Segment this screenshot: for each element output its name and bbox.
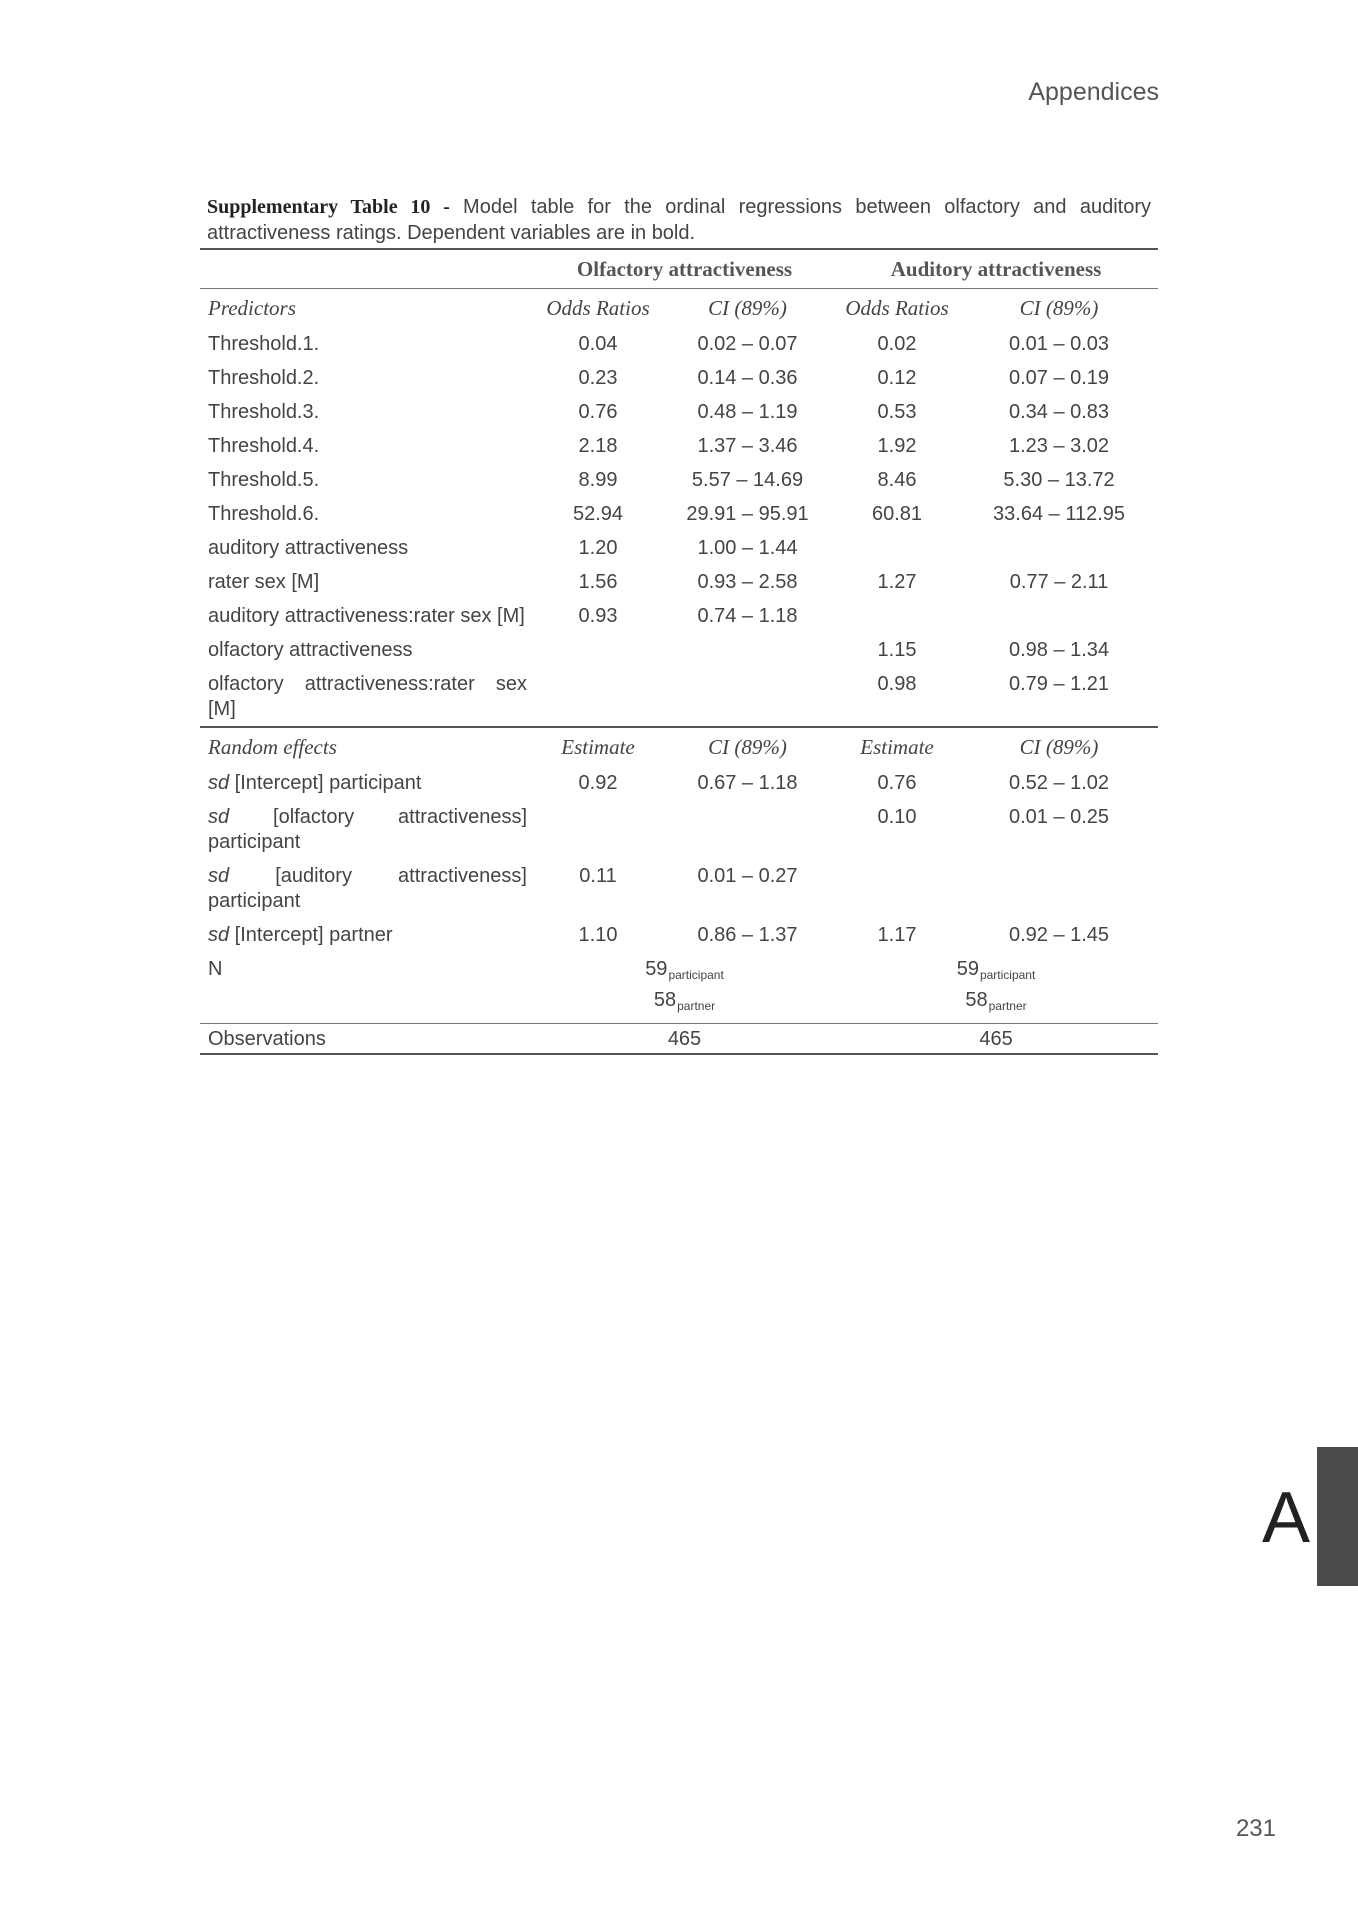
fixed-cell-3: 0.53: [877, 401, 917, 423]
fixed-cell-4: 0.98 – 1.34: [1008, 639, 1110, 661]
header-ci-olf: CI (89%): [661, 289, 834, 328]
sd-prefix: sd: [208, 865, 230, 887]
n-olf-participant-sub: participant: [668, 968, 724, 982]
header-ci-aud: CI (89%): [960, 289, 1158, 328]
fixed-cell-3: 1.92: [877, 435, 917, 457]
fixed-row-label: Threshold.5.: [208, 469, 320, 491]
fixed-cell-2: [661, 667, 834, 727]
random-cell-1: 0.11: [579, 865, 617, 887]
random-row-label: [200, 918, 535, 952]
n-aud-participant-sub: participant: [979, 968, 1036, 982]
fixed-cell-3: 0.02: [877, 333, 917, 355]
fixed-effects-body: [200, 327, 1158, 727]
fixed-cell-1: 8.99: [578, 469, 618, 491]
fixed-cell-2: [661, 633, 834, 667]
fixed-cell-4: [960, 599, 1158, 633]
fixed-cell-2: 0.14 – 0.36: [697, 367, 798, 389]
random-cell-3: 0.76: [877, 772, 917, 794]
fixed-row-label: auditory attractiveness:rater sex [M]: [208, 605, 525, 627]
random-cell-2: 0.86 – 1.37: [697, 924, 798, 946]
fixed-cell-4: 0.01 – 0.03: [1008, 333, 1110, 355]
fixed-row: [200, 327, 1158, 361]
fixed-cell-1: 0.23: [578, 367, 618, 389]
observations-olf: 465: [535, 1024, 834, 1055]
random-cell-1: 0.92: [578, 772, 618, 794]
fixed-cell-3: 1.27: [877, 571, 917, 593]
random-row: [200, 766, 1158, 800]
group-auditory: Auditory attractiveness: [890, 256, 1102, 281]
random-row: [200, 859, 1158, 918]
fixed-cell-1: [535, 633, 661, 667]
fixed-cell-2: 0.74 – 1.18: [697, 605, 798, 627]
fixed-cell-3: 8.46: [877, 469, 917, 491]
fixed-cell-4: 0.34 – 0.83: [1008, 401, 1110, 423]
random-cell-2: [661, 800, 834, 859]
fixed-cell-4: 1.23 – 3.02: [1008, 435, 1110, 457]
observations-aud: 465: [834, 1024, 1158, 1055]
fixed-cell-1: 0.04: [578, 333, 618, 355]
n-auditory: [834, 952, 1158, 1024]
n-aud-partner-sub: partner: [988, 999, 1027, 1013]
fixed-cell-2: 0.02 – 0.07: [697, 333, 798, 355]
sd-prefix: sd: [208, 772, 230, 794]
fixed-cell-4: [960, 531, 1158, 565]
appendix-tab-letter: A: [1262, 1478, 1311, 1558]
fixed-cell-1: 0.93: [578, 605, 618, 627]
observations-label: Observations: [200, 1024, 535, 1055]
random-cell-2: 0.67 – 1.18: [697, 772, 798, 794]
random-effect-term: [olfactory attractiveness] participant: [208, 806, 527, 853]
random-row: [200, 918, 1158, 952]
fixed-row: [200, 565, 1158, 599]
observations-row: [200, 1024, 1158, 1055]
fixed-cell-3: 0.12: [877, 367, 917, 389]
group-spacer: [200, 249, 535, 289]
fixed-cell-2: 1.00 – 1.44: [697, 537, 798, 559]
random-row-label: [200, 800, 535, 859]
page-number: 231: [1235, 1815, 1276, 1842]
fixed-row-label: olfactory attractiveness: [208, 639, 413, 661]
random-cell-4: 0.92 – 1.45: [1008, 924, 1110, 946]
header-ci-random-olf: CI (89%): [661, 727, 834, 766]
random-cell-4: 0.52 – 1.02: [1008, 772, 1110, 794]
n-olf-partner-sub: partner: [677, 999, 716, 1013]
fixed-cell-3: 0.98: [877, 673, 917, 695]
fixed-cell-1: 1.56: [578, 571, 618, 593]
fixed-cell-1: 0.76: [578, 401, 618, 423]
fixed-row: [200, 633, 1158, 667]
fixed-cell-2: 1.37 – 3.46: [697, 435, 798, 457]
model-table: [200, 248, 1158, 1055]
fixed-cell-4: 5.30 – 13.72: [1003, 469, 1115, 491]
random-effect-term: [auditory attractiveness] participant: [208, 865, 527, 912]
random-cell-2: 0.01 – 0.27: [697, 865, 798, 887]
random-cell-3: 1.17: [877, 924, 917, 946]
appendix-tab-marker: [1317, 1447, 1358, 1586]
random-cell-4: [960, 859, 1158, 918]
n-olf-participant: 59: [645, 958, 668, 980]
fixed-cell-2: 0.93 – 2.58: [697, 571, 798, 593]
fixed-row-label: Threshold.1.: [208, 333, 320, 355]
random-cell-1: 1.10: [578, 924, 618, 946]
header-odds-ratios-olf: Odds Ratios: [535, 289, 661, 328]
fixed-cell-3: [834, 531, 960, 565]
fixed-cell-1: 2.18: [578, 435, 618, 457]
fixed-row: [200, 463, 1158, 497]
fixed-cell-2: 29.91 – 95.91: [686, 503, 809, 525]
fixed-row-label: Threshold.3.: [208, 401, 320, 423]
random-cell-3: 0.10: [877, 806, 917, 828]
header-random-effects: Random effects: [200, 727, 535, 766]
random-effect-term: [Intercept] participant: [229, 772, 422, 794]
fixed-row-label: auditory attractiveness: [208, 537, 409, 559]
fixed-row: [200, 395, 1158, 429]
fixed-row: [200, 497, 1158, 531]
group-olfactory: Olfactory attractiveness: [576, 256, 793, 281]
n-aud-participant: 59: [956, 958, 979, 980]
fixed-cell-2: 5.57 – 14.69: [691, 469, 804, 491]
running-head: Appendices: [1028, 78, 1159, 106]
fixed-cell-1: 1.20: [578, 537, 618, 559]
fixed-row-label: rater sex [M]: [208, 571, 320, 593]
n-label: N: [208, 958, 223, 980]
fixed-cell-4: 0.07 – 0.19: [1008, 367, 1110, 389]
caption-text: Model table for the ordinal regressions between olfactory and auditory attractiveness ratings. Dependent variables are in bold.: [207, 196, 1151, 244]
fixed-cell-4: 0.77 – 2.11: [1009, 571, 1109, 593]
sd-prefix: sd: [208, 806, 230, 828]
fixed-row-label: olfactory attractiveness:rater sex [M]: [208, 673, 527, 720]
fixed-row: [200, 531, 1158, 565]
fixed-cell-4: 0.79 – 1.21: [1008, 673, 1110, 695]
n-olfactory: [535, 952, 834, 1024]
header-estimate-olf: Estimate: [535, 727, 661, 766]
fixed-cell-1: [535, 667, 661, 727]
header-odds-ratios-aud: Odds Ratios: [834, 289, 960, 328]
fixed-row-label: Threshold.4.: [208, 435, 320, 457]
fixed-cell-3: [834, 599, 960, 633]
caption-lead: Supplementary Table 10 -: [207, 196, 450, 218]
table-caption: [207, 194, 1151, 246]
random-cell-1: [535, 800, 661, 859]
fixed-cell-4: 33.64 – 112.95: [993, 503, 1126, 525]
n-row: [200, 952, 1158, 1024]
header-predictors: Predictors: [200, 289, 535, 328]
fixed-cell-3: 60.81: [871, 503, 923, 525]
random-cell-3: [834, 859, 960, 918]
fixed-row-label: Threshold.2.: [208, 367, 320, 389]
random-cell-4: 0.01 – 0.25: [1008, 806, 1110, 828]
fixed-cell-1: 52.94: [572, 503, 624, 525]
random-row-label: [200, 766, 535, 800]
fixed-row: [200, 599, 1158, 633]
n-olf-partner: 58: [653, 989, 677, 1011]
fixed-cell-3: 1.15: [877, 639, 917, 661]
fixed-cell-2: 0.48 – 1.19: [697, 401, 798, 423]
fixed-row: [200, 667, 1158, 727]
random-effect-term: [Intercept] partner: [229, 924, 393, 946]
header-ci-random-aud: CI (89%): [960, 727, 1158, 766]
random-effects-body: [200, 766, 1158, 952]
header-estimate-aud: Estimate: [834, 727, 960, 766]
fixed-row: [200, 429, 1158, 463]
n-aud-partner: 58: [965, 989, 988, 1011]
random-row-label: [200, 859, 535, 918]
sd-prefix: sd: [208, 924, 230, 946]
fixed-row: [200, 361, 1158, 395]
fixed-row-label: Threshold.6.: [208, 503, 320, 525]
random-row: [200, 800, 1158, 859]
